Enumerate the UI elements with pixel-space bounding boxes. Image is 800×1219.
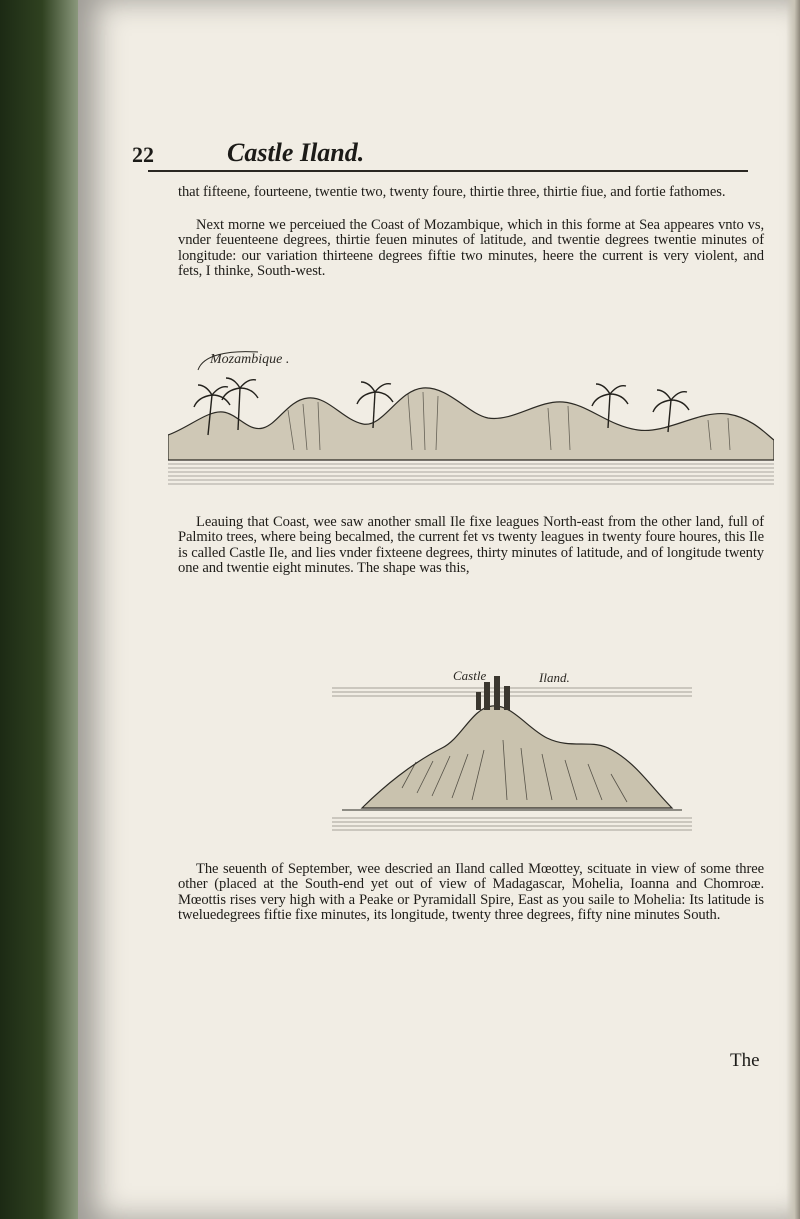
castle-label: Castle bbox=[453, 668, 487, 683]
book-page bbox=[78, 0, 794, 1219]
paragraph-1: that fifteene, fourteene, twentie two, twenty foure, thirtie three, thirtie fiue, and fortie fathomes. bbox=[178, 184, 726, 200]
paragraph-4: The seuenth of September, wee descried an Iland called Mœottey, scituate in view of some three other (placed at the South-end yet out of view of Madagascar, Mohelia, Ioanna and Chomroæ. Mœottis rises very high with a Peake or Pyramidall Spire, East as you saile to Mohelia: Its latitude is tweluedegrees fiftie fixe minutes, its longitude, twenty three degrees, fifty nine minutes South. bbox=[178, 861, 764, 924]
iland-label: Iland. bbox=[539, 670, 570, 685]
page-number: 22 bbox=[132, 142, 154, 167]
page-edge-shadow bbox=[786, 0, 800, 1219]
paragraph-2: Next morne we perceiued the Coast of Mozambique, which in this forme at Sea appeares vnto vs, vnder feuenteene degrees, thirtie feuen minutes of latitude, and twentie degrees twentie minutes of longitude: our variation thirteene degrees fiftie two minutes, heere the current is very violent, and fets, I thinke, South-west. bbox=[178, 217, 764, 280]
catchword: The bbox=[730, 1050, 760, 1071]
mozambique-label: Mozambique . bbox=[210, 352, 290, 367]
paragraph-3: Leauing that Coast, wee saw another small Ile fixe leagues North-east from the other land, full of Palmito trees, where being becalmed, the current fet vs twenty leagues in twenty foure houres, this Ile is called Castle Ile, and lies vnder fixteene degrees, thirty minutes of latitude, and of longitude twenty one and twentie eight minutes. The shape was this, bbox=[178, 514, 764, 577]
running-title: Castle Iland. bbox=[227, 138, 365, 167]
header-rule bbox=[148, 170, 748, 172]
castle-iland-engraving bbox=[332, 668, 692, 854]
